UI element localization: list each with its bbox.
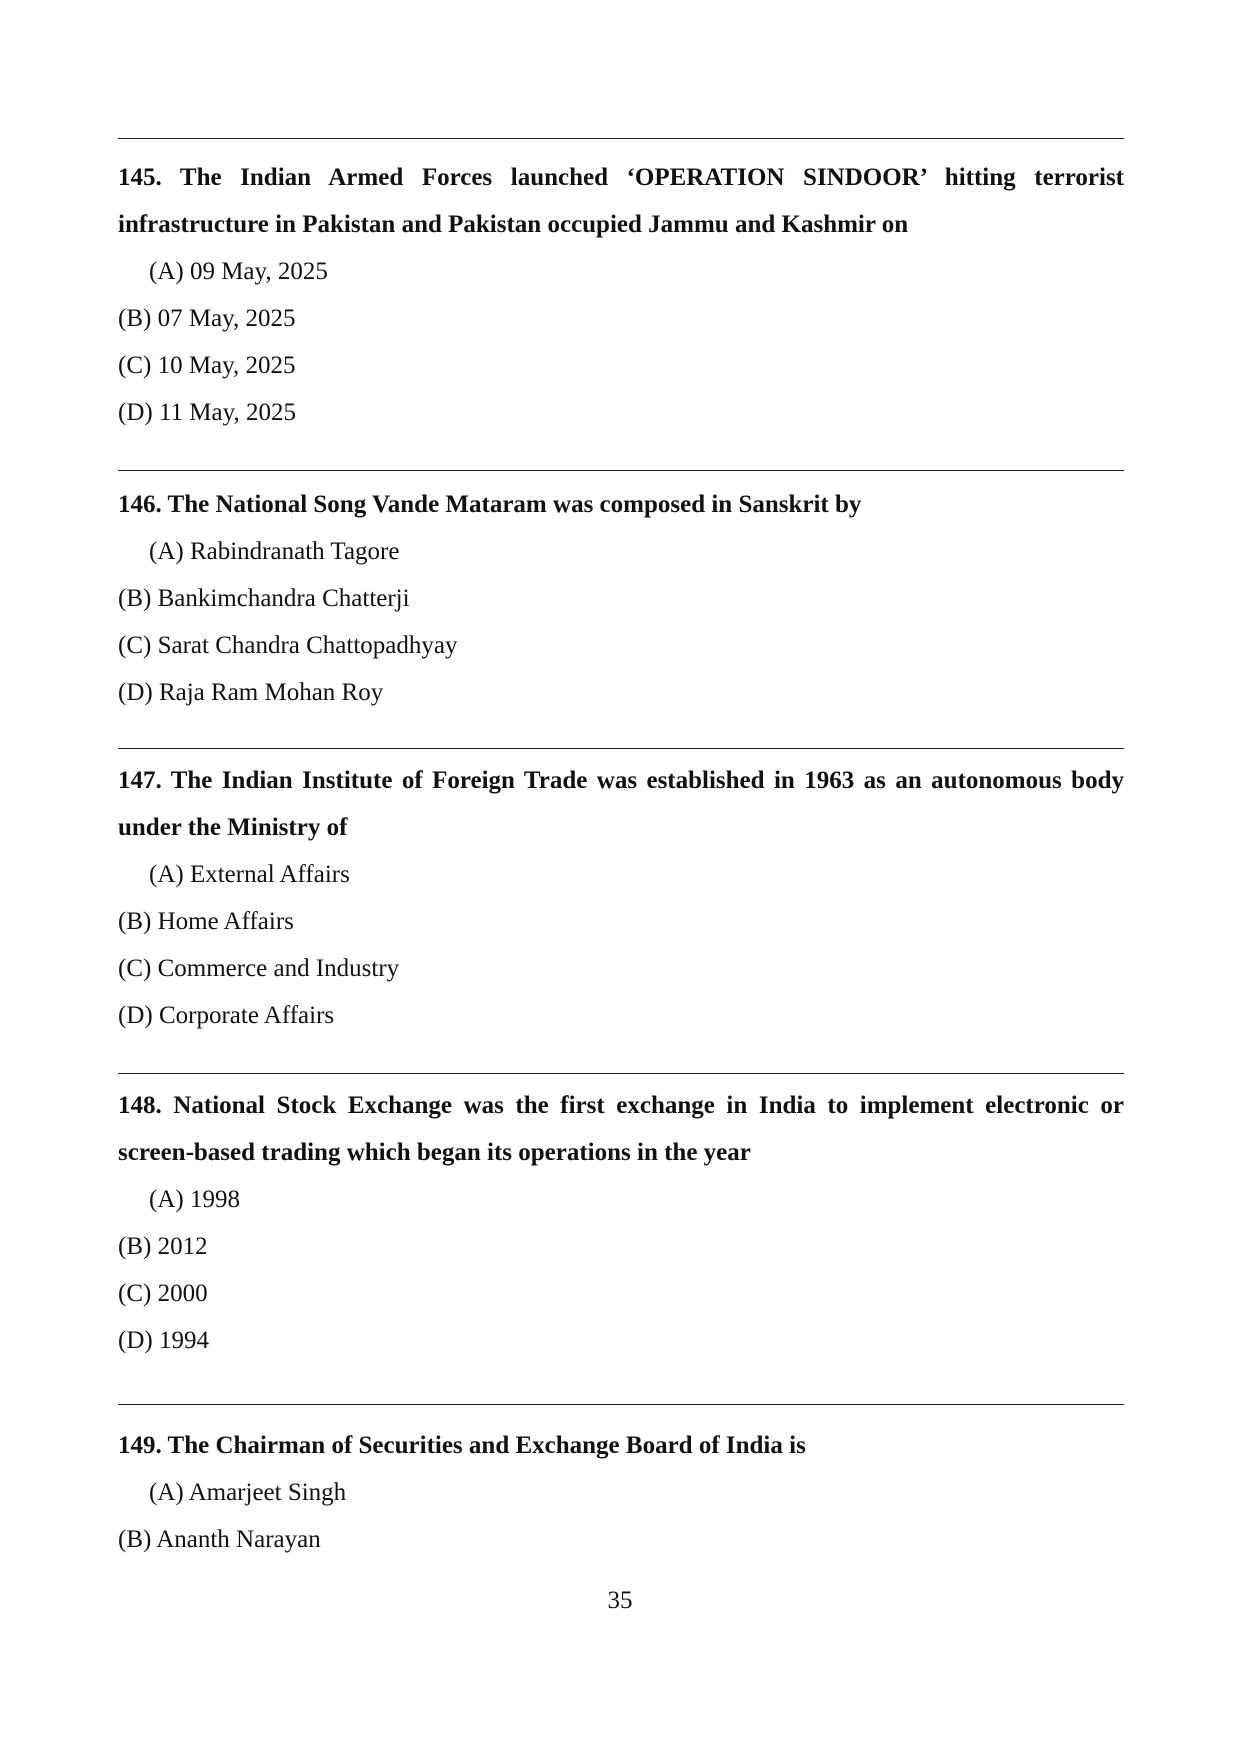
question-148 [118, 1082, 1124, 1364]
page-number: 35 [607, 1587, 633, 1614]
option-b[interactable]: (B) Ananth Narayan [118, 1526, 321, 1553]
option-a[interactable]: (A) 09 May, 2025 [149, 258, 328, 285]
question-145 [118, 154, 1124, 436]
question-text: 148. National Stock Exchange was the first exchange in India to implement electronic or screen-based trading which began its operations in the year [118, 1092, 1124, 1166]
option-d[interactable]: (D) 1994 [118, 1327, 209, 1354]
question-149 [118, 1422, 1124, 1563]
option-list [118, 248, 1124, 436]
divider-1 [118, 138, 1124, 139]
option-list [118, 1176, 1124, 1364]
option-d[interactable]: (D) Raja Ram Mohan Roy [118, 679, 384, 706]
option-a[interactable]: (A) Rabindranath Tagore [149, 538, 400, 565]
option-d[interactable]: (D) Corporate Affairs [118, 1002, 335, 1029]
option-c[interactable]: (C) 2000 [118, 1280, 208, 1307]
option-a[interactable]: (A) External Affairs [149, 861, 350, 888]
question-147 [118, 757, 1124, 1039]
question-text: 146. The National Song Vande Mataram was composed in Sanskrit by [118, 491, 862, 518]
option-b[interactable]: (B) Bankimchandra Chatterji [118, 585, 410, 612]
question-text: 145. The Indian Armed Forces launched ‘OPERATION SINDOOR’ hitting terrorist infrastructure in Pakistan and Pakistan occupied Jammu and Kashmir on [118, 164, 1124, 238]
option-b[interactable]: (B) Home Affairs [118, 908, 294, 935]
option-list [118, 1469, 1124, 1563]
divider-4 [118, 1073, 1124, 1074]
question-146 [118, 481, 1124, 716]
question-text: 147. The Indian Institute of Foreign Trade was established in 1963 as an autonomous body under the Ministry of [118, 767, 1124, 841]
option-d[interactable]: (D) 11 May, 2025 [118, 399, 296, 426]
option-b[interactable]: (B) 07 May, 2025 [118, 305, 296, 332]
divider-3 [118, 748, 1124, 749]
option-c[interactable]: (C) 10 May, 2025 [118, 352, 296, 379]
option-list [118, 528, 1124, 716]
option-a[interactable]: (A) Amarjeet Singh [149, 1479, 347, 1506]
divider-2 [118, 470, 1124, 471]
divider-5 [118, 1404, 1124, 1405]
question-text: 149. The Chairman of Securities and Exchange Board of India is [118, 1432, 806, 1459]
option-c[interactable]: (C) Commerce and Industry [118, 955, 400, 982]
option-a[interactable]: (A) 1998 [149, 1186, 240, 1213]
option-list [118, 851, 1124, 1039]
option-b[interactable]: (B) 2012 [118, 1233, 208, 1260]
option-c[interactable]: (C) Sarat Chandra Chattopadhyay [118, 632, 458, 659]
